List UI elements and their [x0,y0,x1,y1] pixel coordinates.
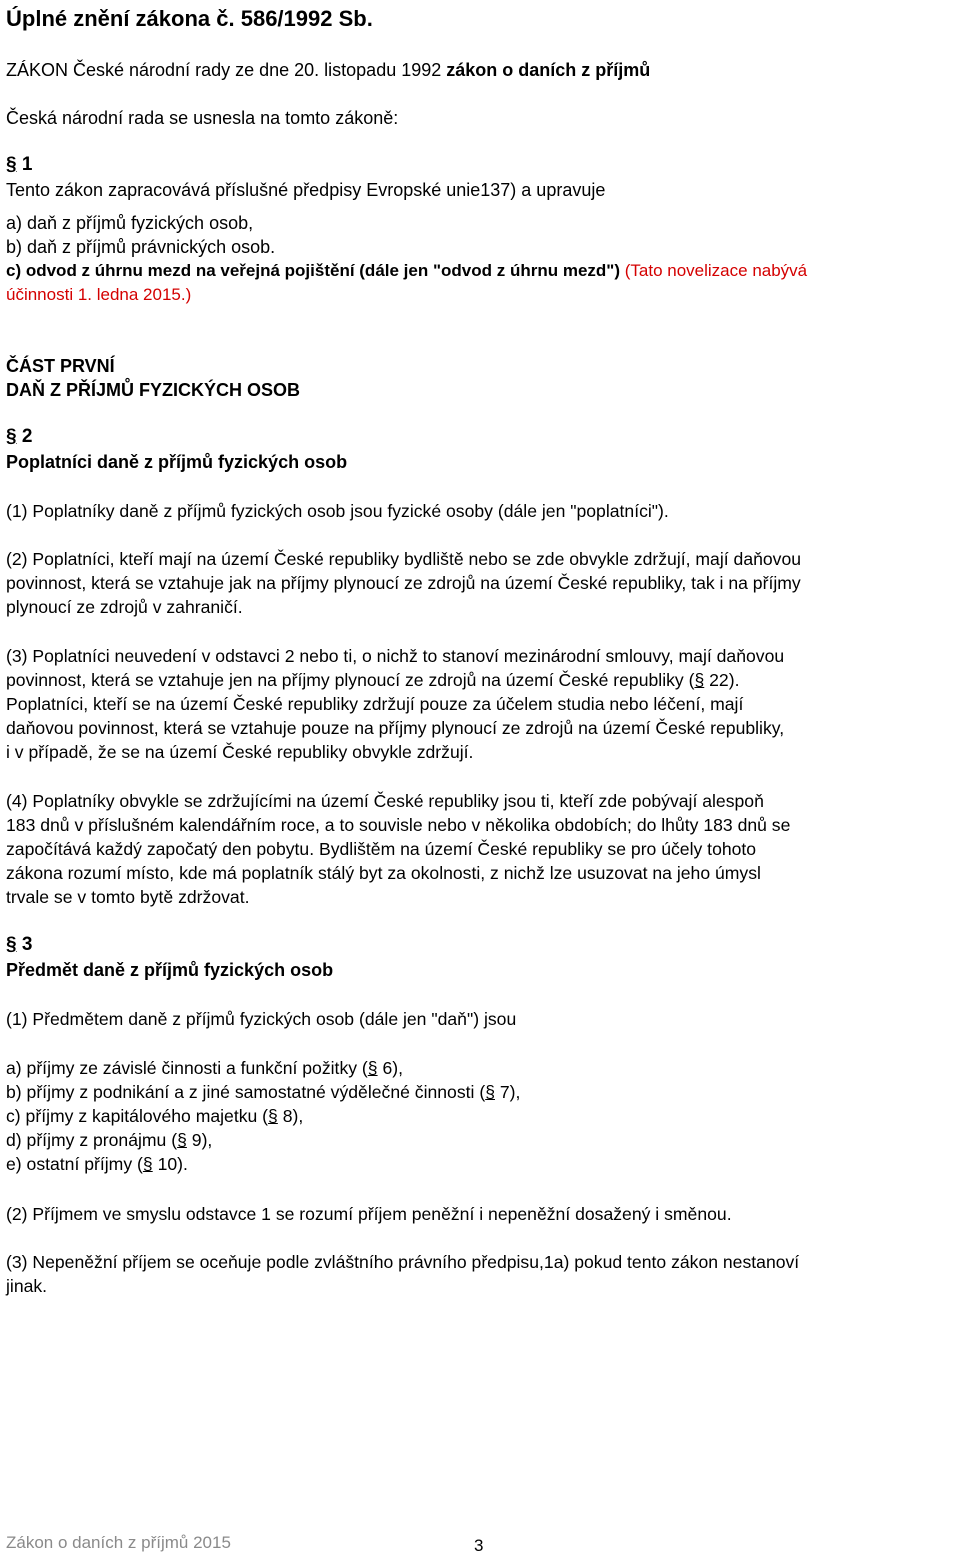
section-3-heading: Předmět daně z příjmů fyzických osob [6,960,334,980]
section-1-item-a: a) daň z příjmů fyzických osob, [6,213,254,233]
section-3-para-2: (2) Příjmem ve smyslu odstavce 1 se rozumí příjem peněžní i nepeněžní dosažený i směnou. [6,1204,732,1224]
section-number: 3 [21,934,33,955]
section-1-text: Tento zákon zapracovává příslušné předpisy Evropské unie137) a upravuje [6,180,606,200]
section-symbol: § [6,934,17,955]
section-2-heading: Poplatníci daně z příjmů fyzických osob [6,452,348,472]
section-3-item-c [6,1104,956,1128]
page-number: 3 [474,1536,484,1555]
section-2-para-1: (1) Poplatníky daně z příjmů fyzických osob jsou fyzické osoby (dále jen "poplatníci"). [6,501,669,521]
section-symbol: § [177,1130,187,1150]
item-text: a) příjmy ze závislé činnosti a funkční požitky ( [6,1058,368,1078]
section-symbol: § [694,670,705,690]
section-3-para-3a: (3) Nepeněžní příjem se oceňuje podle zvláštního právního předpisu,1a) pokud tento zákon nestanoví [6,1252,800,1272]
section-2-para-4c: započítává každý započatý den pobytu. Bydlištěm na území České republiky se pro účely tohoto [6,839,757,859]
part-title: ČÁST PRVNÍ [6,356,115,376]
section-1-item-c [6,259,807,283]
footer-title: Zákon o daních z příjmů 2015 [6,1533,231,1552]
section-2-para-2a: (2) Poplatníci, kteří mají na území České republiky bydliště nebo se zde obvykle zdržují, mají daňovou [6,549,802,569]
section-1-item-b: b) daň z příjmů právnických osob. [6,237,276,257]
section-3-item-a [6,1056,956,1080]
section-number: 2 [21,426,33,447]
item-ref: 9), [186,1130,213,1150]
section-2-para-2c: plynoucí ze zdrojů v zahraničí. [6,597,243,617]
section-symbol: § [485,1082,495,1102]
section-2-number [6,426,32,448]
section-3-para-1: (1) Předmětem daně z příjmů fyzických osob (dále jen "daň") jsou [6,1009,517,1029]
item-ref: 8), [277,1106,304,1126]
para-3b-end: 22). [704,670,740,690]
section-number: 1 [21,154,33,175]
section-symbol: § [367,1058,378,1078]
section-3-number [6,934,32,956]
section-2-para-4a: (4) Poplatníky obvykle se zdržujícími na území České republiky jsou ti, kteří zde pobývají alespoň [6,791,764,811]
item-text: d) příjmy z pronájmu ( [6,1130,178,1150]
section-symbol: § [6,426,17,447]
section-symbol: § [268,1106,278,1126]
amendment-note-cont: účinnosti 1. ledna 2015.) [6,285,192,304]
section-2-para-4e: trvale se v tomto bytě zdržovat. [6,887,250,907]
section-2-para-3c: Poplatníci, kteří se na území České republiky zdržují pouze za účelem studia nebo léčení, mají [6,694,744,714]
section-3-item-b [6,1080,956,1104]
section-2-para-4b: 183 dnů v příslušném kalendářním roce, a to souvisle nebo v několika obdobích; do lhůty 183 dnů se [6,815,791,835]
section-1-number [6,154,32,176]
para-3b-text: povinnost, která se vztahuje jen na příjmy plynoucí ze zdrojů na území České republiky ( [6,670,695,690]
enactment-clause: Česká národní rada se usnesla na tomto zákoně: [6,108,399,128]
item-c-text: c) odvod z úhrnu mezd na veřejná pojištění (dále jen "odvod z úhrnu mezd") [6,261,621,280]
section-2-para-3a: (3) Poplatníci neuvedení v odstavci 2 nebo ti, o nichž to stanoví mezinárodní smlouvy, mají daňovou [6,646,785,666]
item-ref: 7), [494,1082,521,1102]
amendment-note: (Tato novelizace nabývá [624,261,808,280]
section-3-item-e [6,1152,956,1176]
item-ref: 10). [152,1154,188,1174]
law-intro-text: ZÁKON České národní rady ze dne 20. listopadu 1992 [6,60,447,80]
section-2-para-3e: i v případě, že se na území České republiky obvykle zdržují. [6,742,474,762]
section-2-para-4d: zákona rozumí místo, kde má poplatník stálý byt za okolnosti, z nichž lze usuzovat na jeho úmysl [6,863,761,883]
section-symbol: § [142,1154,153,1174]
item-text: e) ostatní příjmy ( [6,1154,143,1174]
part-subtitle: DAŇ Z PŘÍJMŮ FYZICKÝCH OSOB [6,380,301,400]
item-text: c) příjmy z kapitálového majetku ( [6,1106,269,1126]
law-name: zákon o daních z příjmů [446,60,651,80]
item-text: b) příjmy z podnikání a z jiné samostatné výdělečné činnosti ( [6,1082,486,1102]
document-title: Úplné znění zákona č. 586/1992 Sb. [6,6,373,31]
section-3-para-3b: jinak. [6,1276,48,1296]
section-2-para-2b: povinnost, která se vztahuje jak na příjmy plynoucí ze zdrojů na území České republiky, tak i na příjmy [6,573,801,593]
item-ref: 6), [377,1058,403,1078]
section-2-para-3b [6,668,956,692]
section-symbol: § [6,154,17,175]
section-3-item-d [6,1128,956,1152]
law-intro [6,58,650,82]
section-2-para-3d: daňovou povinnost, která se vztahuje pouze na příjmy plynoucí ze zdrojů na území České republiky, [6,718,785,738]
